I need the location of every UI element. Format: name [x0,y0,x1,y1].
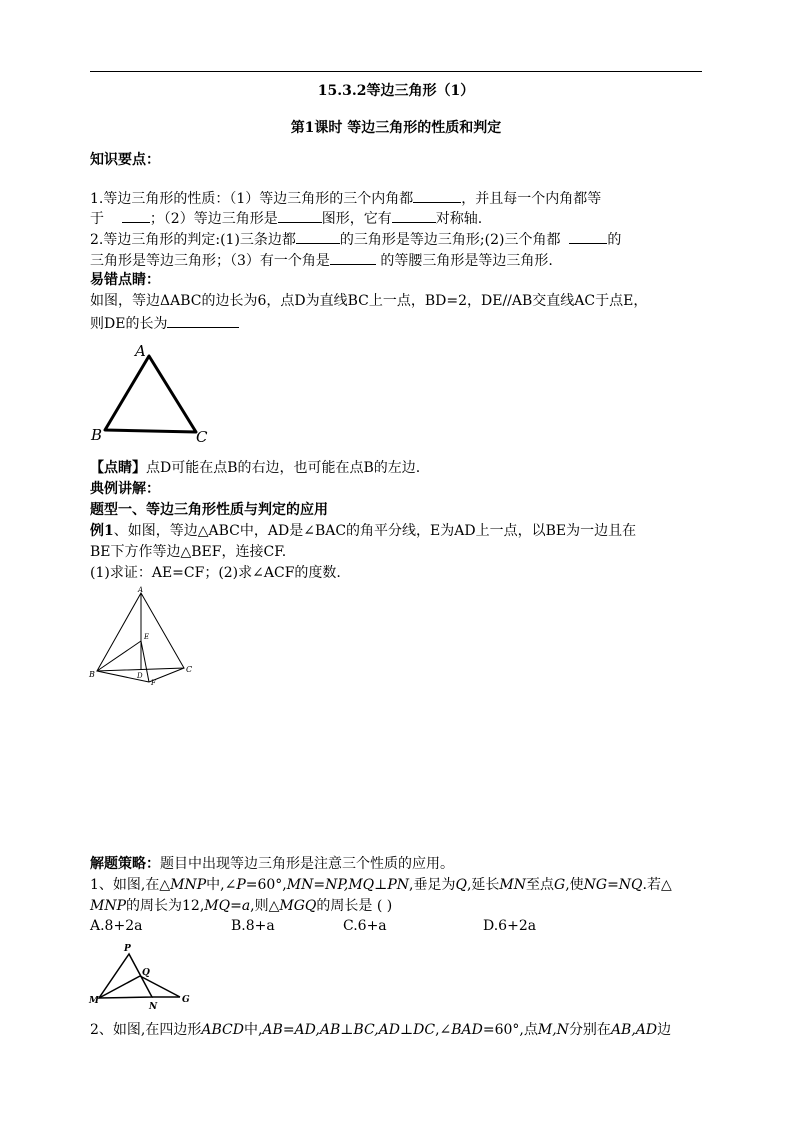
text: 图形，它有 [321,211,392,227]
knowledge-line-2 [90,208,482,228]
option-d: D.6+2a [483,918,537,934]
text: G [554,877,566,893]
text: 、如图，等边△ABC中，AD是∠BAC的角平分线，E为AD上一点，以BE为一边且在 [113,523,637,539]
fill-blank [167,313,239,328]
fill-blank [392,208,436,223]
label-p: P [124,944,131,954]
text: ,则△ [250,898,280,914]
text: 分别在 [568,1022,611,1038]
label-g: G [182,995,190,1005]
segment-mq [99,976,140,998]
text: M,N [537,1022,569,1038]
text: ⊥ [374,877,388,893]
text: 点D可能在点B的右边，也可能在点B的左边. [146,460,421,476]
text: ⊥ [399,1022,414,1038]
text: AB=AD,AB [262,1022,341,1038]
fill-blank [413,188,461,203]
triangle-abc [105,356,196,432]
text: ABCD [201,1022,244,1038]
text: P [236,877,246,893]
label-c: C [196,428,208,446]
text: 2、如图,在四边形 [90,1022,202,1038]
example-1-figure [88,585,200,685]
label-e: E [144,633,150,641]
text: 至点 [526,877,554,893]
label-b: B [91,426,103,444]
text: 中, [243,1022,263,1038]
text: MQ=a [204,898,251,914]
text: 的周长为12, [126,898,205,914]
text: BAD [451,1022,483,1038]
label-q: Q [142,968,150,978]
text: DC [413,1022,436,1038]
text: AB,AD [610,1022,658,1038]
text: NG=NQ [583,877,643,893]
text: =60°,点 [482,1022,538,1038]
page-title: 15.3.2等边三角形（1） [317,83,475,99]
label-f: F [151,679,156,685]
fill-blank [569,229,607,244]
fill-blank [330,250,376,265]
text: MN=NP,MQ [286,877,375,893]
fill-blank [122,208,150,223]
text: 三角形是等边三角形；（3）有一个角是 [90,253,330,269]
text: 2.等边三角形的判定:(1)三条边都 [90,232,296,248]
text: 题目中出现等边三角形是注意三个性质的应用。 [160,856,454,872]
text: ,使 [565,877,584,893]
text: Q [455,877,467,893]
text: 的等腰三角形是等边三角形. [380,253,553,269]
text: 对称轴. [435,211,483,227]
strategy-label: 解题策略： [90,856,160,872]
fill-blank [278,208,322,223]
text: ,∠ [435,1022,452,1038]
label-n: N [149,1002,158,1012]
knowledge-line-3 [90,229,621,249]
question-1-line-1 [90,876,672,894]
label-b: B [89,670,95,679]
example-1-line-3: (1)求证：AE=CF；(2)求∠ACF的度数. [90,565,341,581]
text: 的周长是 ( ) [316,898,393,914]
label-m: M [89,996,99,1006]
label-a: A [138,586,144,594]
lesson-subtitle: 第1课时 等边三角形的性质和判定 [290,120,502,136]
text: 的 [607,232,622,248]
text: ⊥ [340,1022,354,1038]
label-c: C [186,665,193,674]
equilateral-triangle-figure [88,340,228,452]
option-a: A.8+2a [90,918,143,934]
strategy-line [90,855,454,873]
option-c: C.6+a [343,918,387,934]
question-1-figure [86,940,196,1012]
text: MGQ [279,898,317,914]
example-label: 例1 [90,523,114,539]
fill-blank [296,229,340,244]
text: .若△ [642,877,672,893]
pitfall-hint [90,459,420,477]
text: 边 [657,1022,672,1038]
text: ；（2）等边三角形是 [149,211,278,227]
pitfall-line-2 [90,313,239,333]
text: 中,∠ [206,877,237,893]
text: 于 [90,211,104,227]
text: 的三角形是等边三角形;(2)三个角都 [339,232,561,248]
knowledge-line-4 [90,250,553,270]
label-a: A [135,342,146,360]
text: BC,AD [353,1022,400,1038]
pitfall-line-1: 如图，等边ΔABC的边长为6，点D为直线BC上一点，BD=2，DE//AB交直线AC于点E， [90,293,648,309]
text: ,垂足为 [409,877,456,893]
text: =60°, [245,877,287,893]
knowledge-line-1 [90,188,601,208]
example-1-line-2: BE下方作等边△BEF，连接CF. [90,544,287,560]
segment-be [97,641,141,671]
question-2-line-1 [90,1021,671,1039]
example-1-line-1 [90,522,636,540]
pitfall-heading: 易错点睛： [90,272,160,288]
hint-label: 【点睛】 [90,460,146,476]
text: MN [499,877,526,893]
label-d: D [137,672,143,680]
examples-heading: 典例讲解： [90,481,160,497]
text: 1、如图,在△ [90,877,171,893]
header-rule [90,71,702,72]
knowledge-heading: 知识要点： [90,152,160,168]
text: MNP [90,898,127,914]
option-b: B.8+a [231,918,275,934]
text: ,延长 [466,877,500,893]
text: ，并且每一个内角都等 [461,191,602,207]
text: PN [387,877,410,893]
question-1-line-2 [90,897,392,915]
text: 则DE的长为 [90,316,168,332]
type-1-heading: 题型一、等边三角形性质与判定的应用 [90,502,328,518]
text: MNP [170,877,207,893]
text: 1.等边三角形的性质：（1）等边三角形的三个内角都 [90,191,414,207]
